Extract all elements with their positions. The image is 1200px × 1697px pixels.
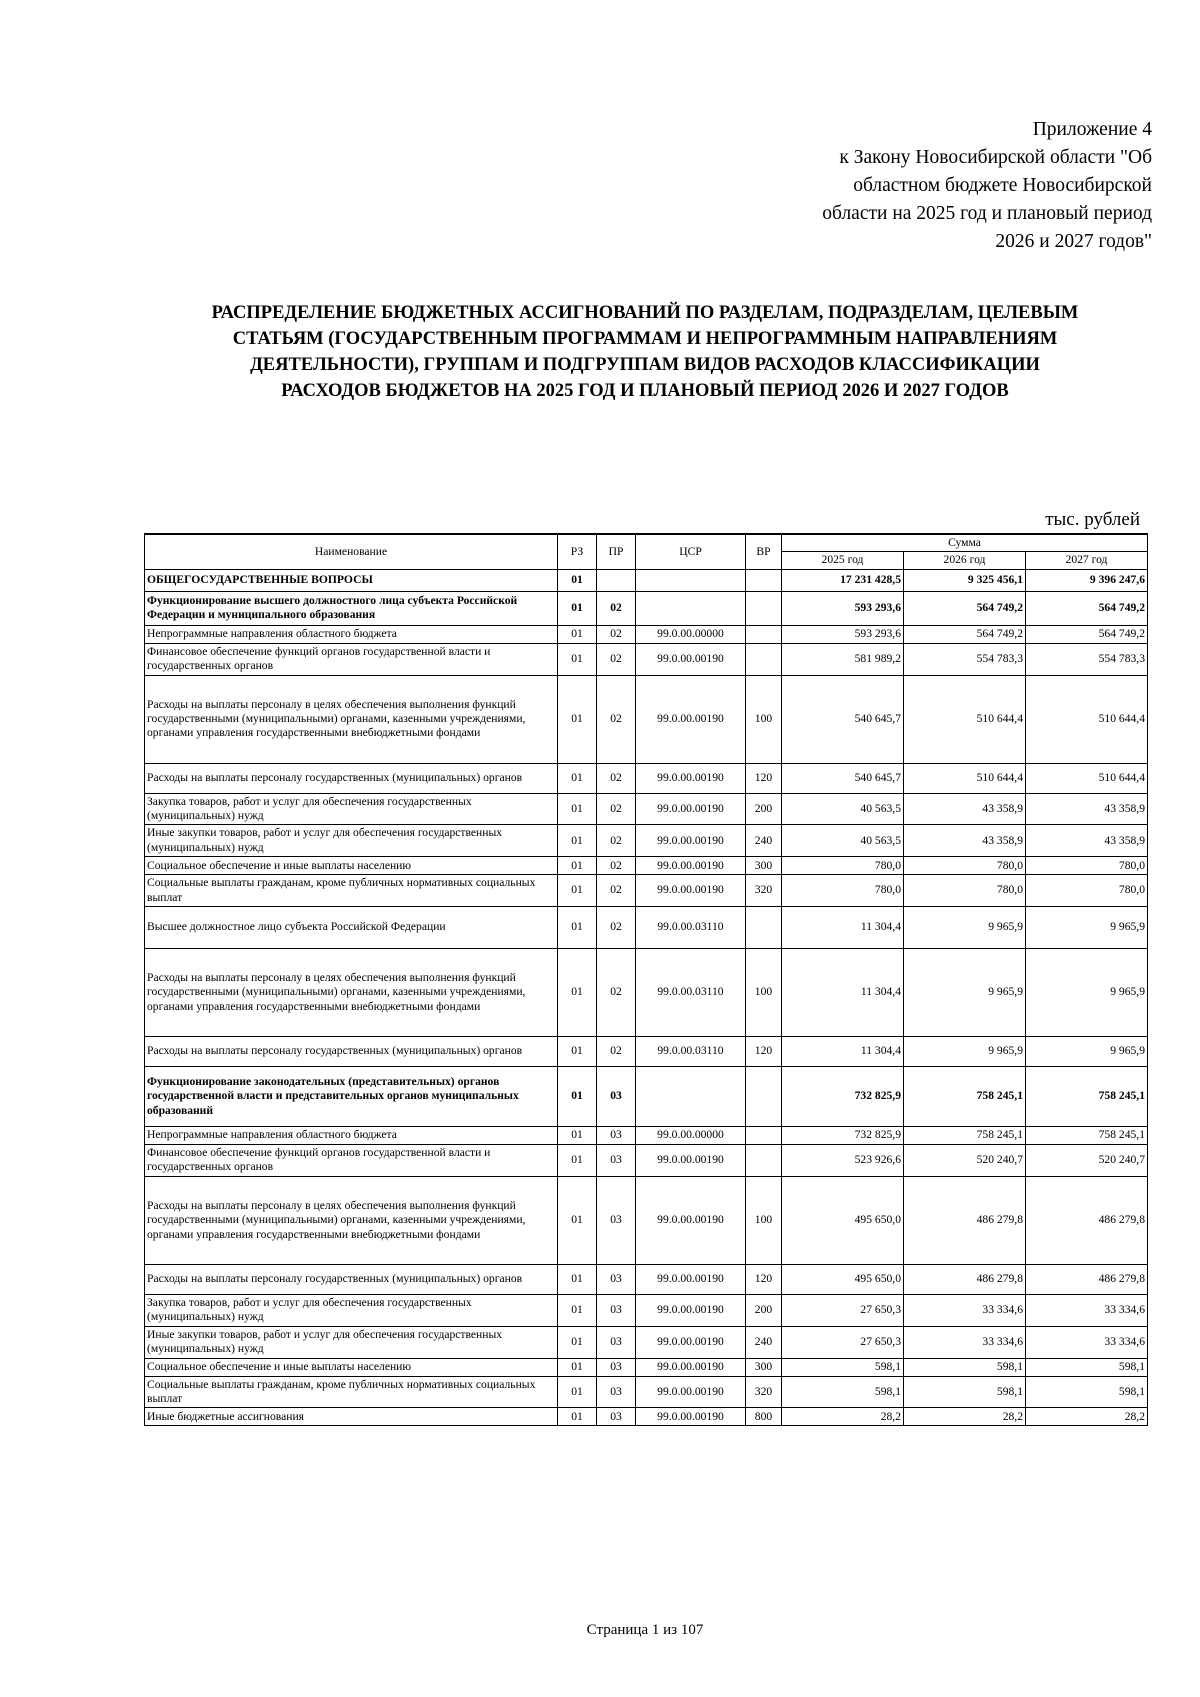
cell-rz: 01 bbox=[558, 793, 597, 825]
cell-pr: 02 bbox=[597, 793, 636, 825]
cell-pr: 03 bbox=[597, 1294, 636, 1326]
appendix-line: к Закону Новосибирской области "Об bbox=[839, 147, 1152, 168]
cell-name: Закупка товаров, работ и услуг для обеспечения государственных (муниципальных) нужд bbox=[145, 1294, 558, 1326]
cell-2025: 598,1 bbox=[782, 1376, 904, 1408]
cell-2027: 554 783,3 bbox=[1026, 643, 1148, 675]
cell-2026: 758 245,1 bbox=[904, 1127, 1026, 1145]
header-csr: ЦСР bbox=[636, 534, 746, 569]
cell-2027: 510 644,4 bbox=[1026, 763, 1148, 793]
cell-pr: 03 bbox=[597, 1264, 636, 1294]
cell-2025: 17 231 428,5 bbox=[782, 569, 904, 591]
cell-2027: 510 644,4 bbox=[1026, 675, 1148, 763]
cell-name: Функционирование законодательных (представительных) органов государственной власти и представительных органов муниципальных образований bbox=[145, 1067, 558, 1127]
appendix-line: 2026 и 2027 годов" bbox=[995, 231, 1152, 252]
cell-2027: 598,1 bbox=[1026, 1358, 1148, 1376]
cell-pr: 02 bbox=[597, 875, 636, 907]
cell-2027: 28,2 bbox=[1026, 1408, 1148, 1426]
cell-2027: 780,0 bbox=[1026, 875, 1148, 907]
cell-2027: 9 396 247,6 bbox=[1026, 569, 1148, 591]
cell-pr: 02 bbox=[597, 625, 636, 643]
title-line: СТАТЬЯМ (ГОСУДАРСТВЕННЫМ ПРОГРАММАМ И НЕПРОГРАММНЫМ НАПРАВЛЕНИЯМ bbox=[232, 329, 1058, 349]
title-line: РАСХОДОВ БЮДЖЕТОВ НА 2025 ГОД И ПЛАНОВЫЙ ПЕРИОД 2026 И 2027 ГОДОВ bbox=[281, 381, 1009, 401]
table-row bbox=[145, 1127, 1148, 1145]
cell-rz: 01 bbox=[558, 675, 597, 763]
cell-2025: 581 989,2 bbox=[782, 643, 904, 675]
cell-vr: 800 bbox=[746, 1408, 782, 1426]
cell-2026: 33 334,6 bbox=[904, 1294, 1026, 1326]
cell-2025: 593 293,6 bbox=[782, 591, 904, 625]
cell-vr bbox=[746, 1127, 782, 1145]
cell-pr: 02 bbox=[597, 1037, 636, 1067]
cell-csr: 99.0.00.00000 bbox=[636, 625, 746, 643]
cell-csr: 99.0.00.00190 bbox=[636, 825, 746, 857]
cell-2025: 598,1 bbox=[782, 1358, 904, 1376]
header-rz: РЗ bbox=[558, 534, 597, 569]
cell-rz: 01 bbox=[558, 1358, 597, 1376]
header-name: Наименование bbox=[145, 534, 558, 569]
cell-vr: 320 bbox=[746, 875, 782, 907]
table-row bbox=[145, 875, 1148, 907]
cell-2027: 758 245,1 bbox=[1026, 1067, 1148, 1127]
cell-csr: 99.0.00.00190 bbox=[636, 1376, 746, 1408]
cell-vr: 120 bbox=[746, 763, 782, 793]
table-row bbox=[145, 1358, 1148, 1376]
cell-pr: 02 bbox=[597, 591, 636, 625]
cell-rz: 01 bbox=[558, 591, 597, 625]
table-row bbox=[145, 793, 1148, 825]
cell-vr: 120 bbox=[746, 1264, 782, 1294]
cell-2025: 495 650,0 bbox=[782, 1176, 904, 1264]
table-row bbox=[145, 643, 1148, 675]
cell-pr: 02 bbox=[597, 675, 636, 763]
cell-2026: 564 749,2 bbox=[904, 591, 1026, 625]
cell-vr: 320 bbox=[746, 1376, 782, 1408]
cell-csr: 99.0.00.00190 bbox=[636, 857, 746, 875]
cell-vr bbox=[746, 907, 782, 949]
cell-csr: 99.0.00.00190 bbox=[636, 1358, 746, 1376]
table-row bbox=[145, 825, 1148, 857]
cell-2027: 486 279,8 bbox=[1026, 1264, 1148, 1294]
header-row bbox=[145, 534, 1148, 552]
cell-2025: 40 563,5 bbox=[782, 825, 904, 857]
cell-rz: 01 bbox=[558, 763, 597, 793]
title-line: РАСПРЕДЕЛЕНИЕ БЮДЖЕТНЫХ АССИГНОВАНИЙ ПО РАЗДЕЛАМ, ПОДРАЗДЕЛАМ, ЦЕЛЕВЫМ bbox=[211, 303, 1079, 323]
cell-pr: 03 bbox=[597, 1408, 636, 1426]
cell-2025: 540 645,7 bbox=[782, 675, 904, 763]
table-row bbox=[145, 1294, 1148, 1326]
cell-2026: 780,0 bbox=[904, 857, 1026, 875]
cell-name: Иные закупки товаров, работ и услуг для обеспечения государственных (муниципальных) нужд bbox=[145, 1326, 558, 1358]
header-2026: 2026 год bbox=[904, 552, 1026, 569]
cell-vr bbox=[746, 591, 782, 625]
cell-csr: 99.0.00.00190 bbox=[636, 643, 746, 675]
cell-2026: 564 749,2 bbox=[904, 625, 1026, 643]
cell-2027: 564 749,2 bbox=[1026, 625, 1148, 643]
cell-2025: 732 825,9 bbox=[782, 1127, 904, 1145]
cell-csr: 99.0.00.00190 bbox=[636, 1408, 746, 1426]
cell-name: Функционирование высшего должностного лица субъекта Российской Федерации и муниципального образования bbox=[145, 591, 558, 625]
cell-2025: 593 293,6 bbox=[782, 625, 904, 643]
cell-vr: 300 bbox=[746, 857, 782, 875]
cell-name: Непрограммные направления областного бюджета bbox=[145, 1127, 558, 1145]
cell-rz: 01 bbox=[558, 1294, 597, 1326]
cell-csr: 99.0.00.03110 bbox=[636, 1037, 746, 1067]
cell-vr: 120 bbox=[746, 1037, 782, 1067]
cell-2027: 43 358,9 bbox=[1026, 793, 1148, 825]
cell-vr: 300 bbox=[746, 1358, 782, 1376]
cell-csr: 99.0.00.03110 bbox=[636, 907, 746, 949]
cell-pr: 03 bbox=[597, 1067, 636, 1127]
cell-name: Расходы на выплаты персоналу государственных (муниципальных) органов bbox=[145, 1037, 558, 1067]
cell-name: Социальные выплаты гражданам, кроме публичных нормативных социальных выплат bbox=[145, 875, 558, 907]
cell-csr: 99.0.00.00190 bbox=[636, 675, 746, 763]
cell-2025: 780,0 bbox=[782, 875, 904, 907]
header-sum: Сумма bbox=[782, 534, 1148, 552]
cell-pr: 02 bbox=[597, 907, 636, 949]
cell-2025: 732 825,9 bbox=[782, 1067, 904, 1127]
cell-rz: 01 bbox=[558, 625, 597, 643]
cell-csr: 99.0.00.00190 bbox=[636, 875, 746, 907]
cell-pr: 03 bbox=[597, 1358, 636, 1376]
cell-2026: 28,2 bbox=[904, 1408, 1026, 1426]
cell-pr: 02 bbox=[597, 857, 636, 875]
cell-csr: 99.0.00.00190 bbox=[636, 1264, 746, 1294]
cell-vr: 240 bbox=[746, 1326, 782, 1358]
cell-rz: 01 bbox=[558, 875, 597, 907]
cell-rz: 01 bbox=[558, 1037, 597, 1067]
cell-pr: 03 bbox=[597, 1145, 636, 1177]
appendix-line: областном бюджете Новосибирской bbox=[853, 175, 1152, 196]
page-number: Страница 1 из 107 bbox=[586, 1622, 704, 1638]
cell-2025: 27 650,3 bbox=[782, 1294, 904, 1326]
cell-rz: 01 bbox=[558, 1264, 597, 1294]
cell-pr: 03 bbox=[597, 1326, 636, 1358]
table-row bbox=[145, 625, 1148, 643]
cell-name: Иные закупки товаров, работ и услуг для обеспечения государственных (муниципальных) нужд bbox=[145, 825, 558, 857]
cell-2026: 43 358,9 bbox=[904, 825, 1026, 857]
cell-rz: 01 bbox=[558, 1176, 597, 1264]
cell-pr: 02 bbox=[597, 949, 636, 1037]
cell-pr: 03 bbox=[597, 1176, 636, 1264]
cell-pr: 02 bbox=[597, 825, 636, 857]
cell-name: Социальные выплаты гражданам, кроме публичных нормативных социальных выплат bbox=[145, 1376, 558, 1408]
table-row bbox=[145, 949, 1148, 1037]
cell-2026: 486 279,8 bbox=[904, 1264, 1026, 1294]
table-row bbox=[145, 1067, 1148, 1127]
header-vr: ВР bbox=[746, 534, 782, 569]
cell-2026: 598,1 bbox=[904, 1376, 1026, 1408]
cell-rz: 01 bbox=[558, 569, 597, 591]
cell-csr bbox=[636, 1067, 746, 1127]
cell-csr bbox=[636, 569, 746, 591]
appendix-line: Приложение 4 bbox=[1032, 119, 1152, 140]
cell-name: Финансовое обеспечение функций органов государственной власти и государственных органов bbox=[145, 1145, 558, 1177]
cell-csr: 99.0.00.00190 bbox=[636, 1294, 746, 1326]
cell-2025: 40 563,5 bbox=[782, 793, 904, 825]
cell-2027: 43 358,9 bbox=[1026, 825, 1148, 857]
title-line: ДЕЯТЕЛЬНОСТИ), ГРУППАМ И ПОДГРУППАМ ВИДОВ РАСХОДОВ КЛАССИФИКАЦИИ bbox=[250, 355, 1040, 375]
cell-name: Расходы на выплаты персоналу государственных (муниципальных) органов bbox=[145, 1264, 558, 1294]
cell-2027: 9 965,9 bbox=[1026, 907, 1148, 949]
cell-2026: 510 644,4 bbox=[904, 763, 1026, 793]
table-row bbox=[145, 591, 1148, 625]
cell-vr bbox=[746, 569, 782, 591]
cell-2026: 780,0 bbox=[904, 875, 1026, 907]
table-row bbox=[145, 1037, 1148, 1067]
cell-2026: 520 240,7 bbox=[904, 1145, 1026, 1177]
cell-name: Иные бюджетные ассигнования bbox=[145, 1408, 558, 1426]
cell-pr: 02 bbox=[597, 763, 636, 793]
cell-2025: 540 645,7 bbox=[782, 763, 904, 793]
cell-csr: 99.0.00.00190 bbox=[636, 793, 746, 825]
header-2025: 2025 год bbox=[782, 552, 904, 569]
cell-2027: 486 279,8 bbox=[1026, 1176, 1148, 1264]
cell-2027: 33 334,6 bbox=[1026, 1326, 1148, 1358]
table-row bbox=[145, 857, 1148, 875]
cell-rz: 01 bbox=[558, 1067, 597, 1127]
table-row bbox=[145, 1408, 1148, 1426]
cell-csr: 99.0.00.00190 bbox=[636, 1145, 746, 1177]
table-row bbox=[145, 763, 1148, 793]
cell-2027: 780,0 bbox=[1026, 857, 1148, 875]
cell-vr: 200 bbox=[746, 1294, 782, 1326]
units-label: тыс. рублей bbox=[1045, 509, 1140, 530]
table-row bbox=[145, 1376, 1148, 1408]
cell-csr: 99.0.00.00190 bbox=[636, 763, 746, 793]
appendix-note bbox=[732, 116, 1152, 256]
header-2027: 2027 год bbox=[1026, 552, 1148, 569]
cell-rz: 01 bbox=[558, 907, 597, 949]
cell-2025: 27 650,3 bbox=[782, 1326, 904, 1358]
cell-name: Финансовое обеспечение функций органов государственной власти и государственных органов bbox=[145, 643, 558, 675]
cell-csr bbox=[636, 591, 746, 625]
table-row bbox=[145, 907, 1148, 949]
cell-vr: 200 bbox=[746, 793, 782, 825]
cell-2027: 598,1 bbox=[1026, 1376, 1148, 1408]
cell-pr bbox=[597, 569, 636, 591]
cell-rz: 01 bbox=[558, 949, 597, 1037]
cell-2026: 554 783,3 bbox=[904, 643, 1026, 675]
cell-pr: 03 bbox=[597, 1127, 636, 1145]
cell-vr bbox=[746, 1145, 782, 1177]
table-body bbox=[145, 569, 1148, 1426]
cell-name: Расходы на выплаты персоналу в целях обеспечения выполнения функций государственными (муниципальными) органами, казенными учреждениями, органами управления государственными внебюджетными фондами bbox=[145, 949, 558, 1037]
cell-rz: 01 bbox=[558, 1145, 597, 1177]
cell-vr bbox=[746, 625, 782, 643]
cell-name: Расходы на выплаты персоналу государственных (муниципальных) органов bbox=[145, 763, 558, 793]
cell-2026: 9 325 456,1 bbox=[904, 569, 1026, 591]
cell-rz: 01 bbox=[558, 1376, 597, 1408]
cell-vr bbox=[746, 1067, 782, 1127]
cell-name: ОБЩЕГОСУДАРСТВЕННЫЕ ВОПРОСЫ bbox=[145, 569, 558, 591]
cell-name: Расходы на выплаты персоналу в целях обеспечения выполнения функций государственными (муниципальными) органами, казенными учреждениями, органами управления государственными внебюджетными фондами bbox=[145, 675, 558, 763]
cell-vr: 100 bbox=[746, 949, 782, 1037]
cell-2025: 11 304,4 bbox=[782, 1037, 904, 1067]
cell-name: Непрограммные направления областного бюджета bbox=[145, 625, 558, 643]
table-row bbox=[145, 675, 1148, 763]
cell-2026: 758 245,1 bbox=[904, 1067, 1026, 1127]
cell-rz: 01 bbox=[558, 643, 597, 675]
cell-2025: 28,2 bbox=[782, 1408, 904, 1426]
cell-name: Расходы на выплаты персоналу в целях обеспечения выполнения функций государственными (муниципальными) органами, казенными учреждениями, органами управления государственными внебюджетными фондами bbox=[145, 1176, 558, 1264]
cell-csr: 99.0.00.00190 bbox=[636, 1326, 746, 1358]
cell-pr: 03 bbox=[597, 1376, 636, 1408]
cell-name: Высшее должностное лицо субъекта Российской Федерации bbox=[145, 907, 558, 949]
cell-2026: 9 965,9 bbox=[904, 949, 1026, 1037]
cell-2026: 510 644,4 bbox=[904, 675, 1026, 763]
cell-vr: 240 bbox=[746, 825, 782, 857]
cell-name: Социальное обеспечение и иные выплаты населению bbox=[145, 1358, 558, 1376]
cell-2027: 9 965,9 bbox=[1026, 1037, 1148, 1067]
cell-vr bbox=[746, 643, 782, 675]
cell-pr: 02 bbox=[597, 643, 636, 675]
cell-2027: 758 245,1 bbox=[1026, 1127, 1148, 1145]
cell-rz: 01 bbox=[558, 857, 597, 875]
cell-rz: 01 bbox=[558, 825, 597, 857]
cell-csr: 99.0.00.00000 bbox=[636, 1127, 746, 1145]
cell-2025: 523 926,6 bbox=[782, 1145, 904, 1177]
cell-name: Социальное обеспечение и иные выплаты населению bbox=[145, 857, 558, 875]
appendix-line: области на 2025 год и плановый период bbox=[822, 203, 1152, 224]
cell-2027: 9 965,9 bbox=[1026, 949, 1148, 1037]
cell-2025: 11 304,4 bbox=[782, 949, 904, 1037]
cell-2025: 780,0 bbox=[782, 857, 904, 875]
cell-vr: 100 bbox=[746, 1176, 782, 1264]
cell-csr: 99.0.00.03110 bbox=[636, 949, 746, 1037]
cell-2026: 33 334,6 bbox=[904, 1326, 1026, 1358]
cell-2026: 9 965,9 bbox=[904, 1037, 1026, 1067]
cell-rz: 01 bbox=[558, 1326, 597, 1358]
header-pr: ПР bbox=[597, 534, 636, 569]
document-title bbox=[150, 300, 1140, 404]
table-row bbox=[145, 1264, 1148, 1294]
cell-rz: 01 bbox=[558, 1127, 597, 1145]
cell-rz: 01 bbox=[558, 1408, 597, 1426]
cell-2025: 11 304,4 bbox=[782, 907, 904, 949]
table-row bbox=[145, 1145, 1148, 1177]
table-row bbox=[145, 1176, 1148, 1264]
cell-2026: 43 358,9 bbox=[904, 793, 1026, 825]
cell-2027: 520 240,7 bbox=[1026, 1145, 1148, 1177]
table-row bbox=[145, 569, 1148, 591]
cell-2026: 9 965,9 bbox=[904, 907, 1026, 949]
budget-table bbox=[144, 533, 1148, 1426]
cell-2026: 486 279,8 bbox=[904, 1176, 1026, 1264]
cell-vr: 100 bbox=[746, 675, 782, 763]
cell-2027: 564 749,2 bbox=[1026, 591, 1148, 625]
cell-csr: 99.0.00.00190 bbox=[636, 1176, 746, 1264]
cell-2025: 495 650,0 bbox=[782, 1264, 904, 1294]
table-row bbox=[145, 1326, 1148, 1358]
cell-name: Закупка товаров, работ и услуг для обеспечения государственных (муниципальных) нужд bbox=[145, 793, 558, 825]
cell-2026: 598,1 bbox=[904, 1358, 1026, 1376]
cell-2027: 33 334,6 bbox=[1026, 1294, 1148, 1326]
